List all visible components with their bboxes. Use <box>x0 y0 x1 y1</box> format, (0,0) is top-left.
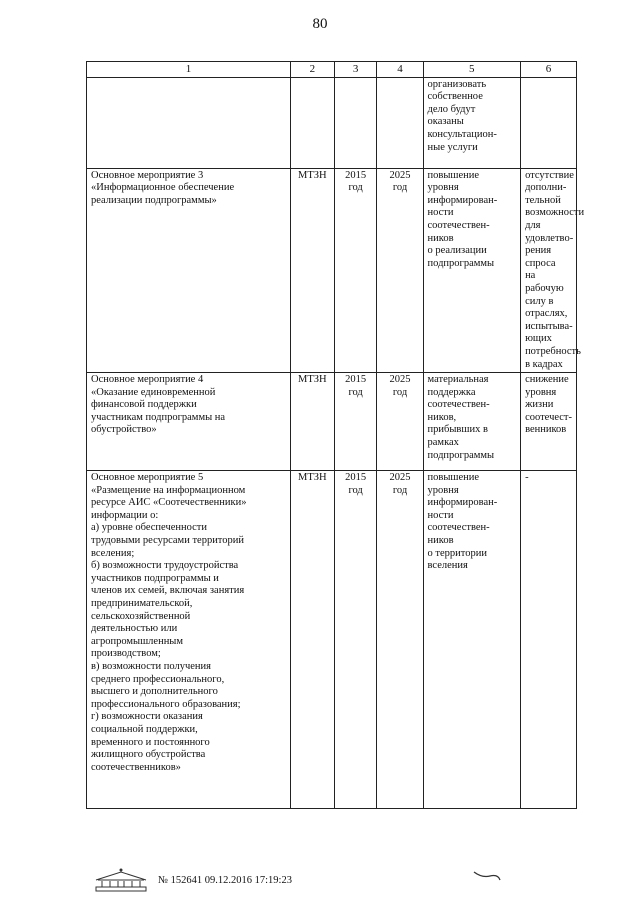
executor-cell: МТЗН <box>290 373 334 471</box>
table-row <box>87 471 577 809</box>
consequence-cell: отсутствие дополни- тельной возможности для удовлетво- рения спроса на рабочую силу в отраслях, испытыва- ющих потребность в кадрах <box>521 168 577 373</box>
expected-result-cell: повышение уровня информирован- ности соотечествен- ников о реализации подпрограммы <box>423 168 521 373</box>
column-header: 1 <box>87 62 291 78</box>
page-number: 80 <box>312 16 328 32</box>
table-row <box>87 168 577 373</box>
expected-result-cell: организовать собственное дело будут оказаны консультацион- ные услуги <box>423 77 521 168</box>
end-year-cell: 2025 год <box>377 471 423 809</box>
end-year-cell: 2025 год <box>377 168 423 373</box>
consequence-cell: снижение уровня жизни соотечест- венников <box>521 373 577 471</box>
table-row <box>87 77 577 168</box>
start-year-cell: 2015 год <box>334 471 377 809</box>
column-header: 2 <box>290 62 334 78</box>
executor-cell <box>290 77 334 168</box>
end-year-cell <box>377 77 423 168</box>
column-header: 4 <box>377 62 423 78</box>
executor-cell: МТЗН <box>290 168 334 373</box>
column-header: 6 <box>521 62 577 78</box>
start-year-cell: 2015 год <box>334 373 377 471</box>
pen-mark <box>472 868 502 882</box>
consequence-cell <box>521 77 577 168</box>
document-footer <box>92 868 292 892</box>
end-year-cell: 2025 год <box>377 373 423 471</box>
activity-cell: Основное мероприятие 4 «Оказание единовременной финансовой поддержки участникам подпрограммы на обустройство» <box>87 373 291 471</box>
program-table <box>86 61 585 809</box>
expected-result-cell: материальная поддержка соотечествен- ников, прибывших в рамках подпрограммы <box>423 373 521 471</box>
column-header: 5 <box>423 62 521 78</box>
executor-cell: МТЗН <box>290 471 334 809</box>
column-header: 3 <box>334 62 377 78</box>
activity-cell: Основное мероприятие 5 «Размещение на информационном ресурсе АИС «Соотечественники» информации о: а) уровне обеспеченности трудовыми ресурсами территорий вселения; б) возможности трудоустройства участников подпрограммы и членов их семей, включая занятия предпринимательской, сельскохозяйственной деятельностью или агропромышленным производством; в) возможности получения среднего профессионального, высшего и дополнительного профессионального образования; г) возможности оказания социальной поддержки, временного и постоянного жилищного обустройства соотечественников» <box>87 471 291 809</box>
building-seal-icon <box>92 868 150 892</box>
document-reference: № 152641 09.12.2016 17:19:23 <box>158 874 292 886</box>
start-year-cell: 2015 год <box>334 168 377 373</box>
activity-cell <box>87 77 291 168</box>
expected-result-cell: повышение уровня информирован- ности соотечествен- ников о территории вселения <box>423 471 521 809</box>
consequence-cell: - <box>521 471 577 809</box>
start-year-cell <box>334 77 377 168</box>
activity-cell: Основное мероприятие 3 «Информационное обеспечение реализации подпрограммы» <box>87 168 291 373</box>
header-row <box>87 62 577 78</box>
table-row <box>87 373 577 471</box>
